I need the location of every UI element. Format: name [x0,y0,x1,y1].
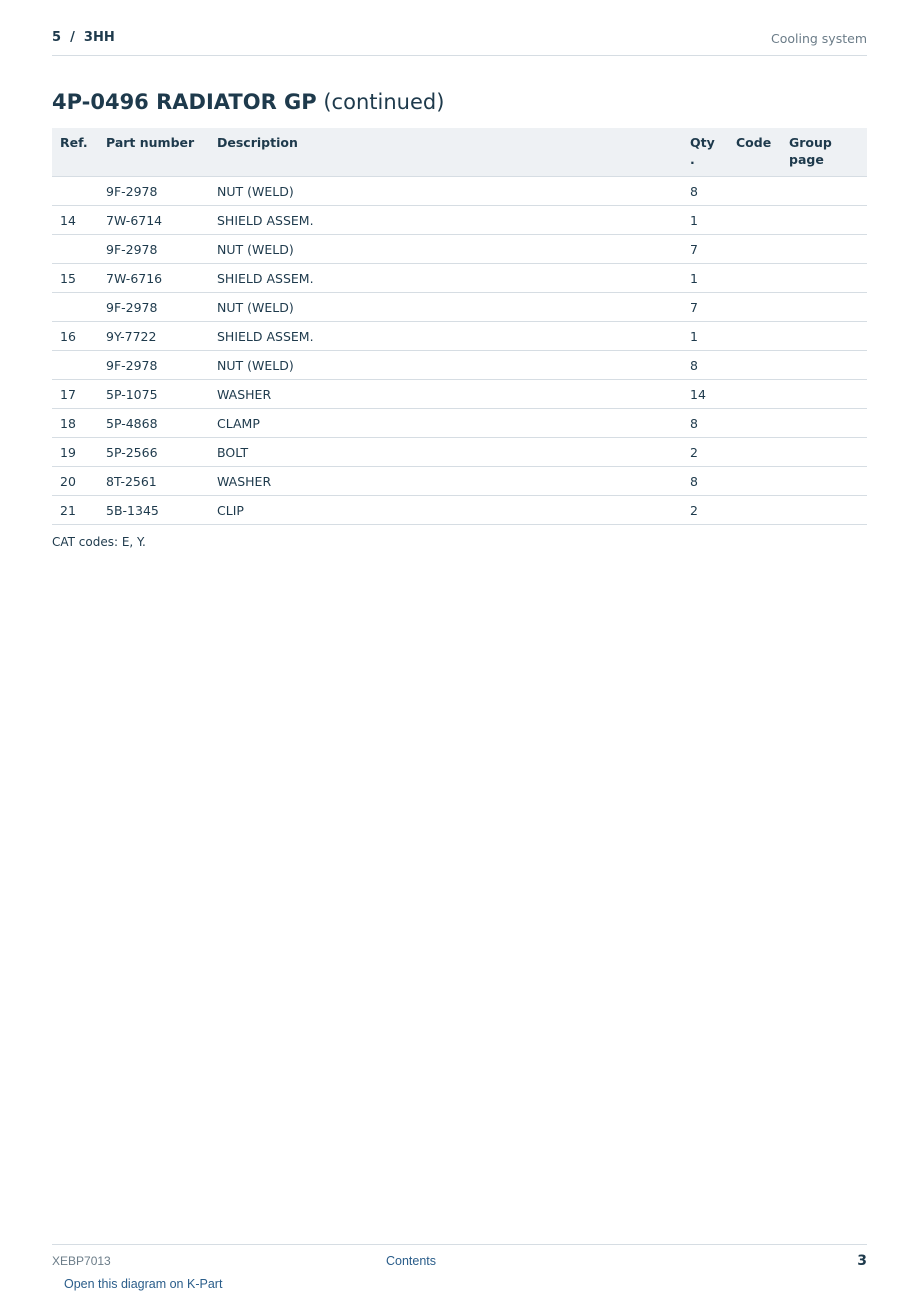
cell-description: CLIP [209,496,682,525]
cat-codes-note: CAT codes: E, Y. [52,535,146,549]
cell-group-page [781,235,867,264]
qty-header-line2: . [690,152,695,167]
cell-qty: 8 [682,177,728,206]
cell-ref: 19 [52,438,98,467]
column-header-group-page [781,128,867,177]
table-row [52,496,867,525]
cell-part-number: 9F-2978 [98,177,209,206]
cell-qty: 1 [682,322,728,351]
cell-group-page [781,264,867,293]
cell-group-page [781,467,867,496]
assembly-part-number: 4P-0496 RADIATOR GP [52,90,317,114]
cell-ref [52,177,98,206]
table-row [52,438,867,467]
table-row [52,409,867,438]
cell-description: SHIELD ASSEM. [209,264,682,293]
cell-part-number: 5P-4868 [98,409,209,438]
cell-description: WASHER [209,467,682,496]
table-row [52,351,867,380]
group-header-line2: page [789,152,824,167]
cell-description: SHIELD ASSEM. [209,206,682,235]
cell-description: NUT (WELD) [209,235,682,264]
cell-part-number: 9F-2978 [98,293,209,322]
cell-ref: 17 [52,380,98,409]
cell-description: SHIELD ASSEM. [209,322,682,351]
open-kpart-link[interactable]: Open this diagram on K-Part [64,1277,223,1291]
cell-code [728,322,781,351]
cell-part-number: 9F-2978 [98,235,209,264]
cell-ref: 18 [52,409,98,438]
cell-part-number: 5P-1075 [98,380,209,409]
cell-qty: 2 [682,438,728,467]
cell-description: NUT (WELD) [209,177,682,206]
cell-part-number: 7W-6716 [98,264,209,293]
cell-ref: 15 [52,264,98,293]
cell-ref: 20 [52,467,98,496]
cell-ref: 21 [52,496,98,525]
cell-part-number: 9Y-7722 [98,322,209,351]
cell-qty: 8 [682,409,728,438]
cell-description: WASHER [209,380,682,409]
cell-part-number: 9F-2978 [98,351,209,380]
cell-ref: 16 [52,322,98,351]
group-header-line1: Group [789,135,832,150]
document-id: XEBP7013 [52,1254,111,1268]
cell-code [728,264,781,293]
cell-group-page [781,293,867,322]
cell-code [728,409,781,438]
contents-link[interactable]: Contents [386,1254,437,1268]
header-row [52,128,867,177]
page-title [52,90,444,114]
column-header-qty [682,128,728,177]
cell-ref [52,235,98,264]
column-header-code: Code [728,128,781,177]
cell-qty: 14 [682,380,728,409]
cell-code [728,177,781,206]
column-header-part-number: Part number [98,128,209,177]
cell-group-page [781,351,867,380]
table-row [52,235,867,264]
cell-qty: 1 [682,264,728,293]
cell-qty: 7 [682,235,728,264]
parts-table-header [52,128,867,177]
cell-group-page [781,380,867,409]
cell-group-page [781,438,867,467]
chapter-title: Cooling system [771,31,867,46]
cell-group-page [781,409,867,438]
table-row [52,206,867,235]
table-row [52,380,867,409]
cell-part-number: 8T-2561 [98,467,209,496]
parts-table-body [52,177,867,525]
cell-ref [52,351,98,380]
table-row [52,177,867,206]
cell-group-page [781,322,867,351]
cell-group-page [781,206,867,235]
cell-group-page [781,496,867,525]
column-header-description: Description [209,128,682,177]
cell-part-number: 5P-2566 [98,438,209,467]
cell-code [728,293,781,322]
cell-description: BOLT [209,438,682,467]
table-row [52,322,867,351]
cell-description: CLAMP [209,409,682,438]
title-suffix: (continued) [316,90,445,114]
cell-part-number: 5B-1345 [98,496,209,525]
cell-code [728,351,781,380]
cell-code [728,380,781,409]
page-header [52,28,867,56]
cell-qty: 2 [682,496,728,525]
cell-description: NUT (WELD) [209,293,682,322]
column-header-ref: Ref. [52,128,98,177]
table-row [52,467,867,496]
cell-ref [52,293,98,322]
cell-qty: 1 [682,206,728,235]
cell-code [728,496,781,525]
cell-part-number: 7W-6714 [98,206,209,235]
cell-description: NUT (WELD) [209,351,682,380]
cell-qty: 8 [682,351,728,380]
cell-code [728,467,781,496]
cell-group-page [781,177,867,206]
cell-ref: 14 [52,206,98,235]
cell-code [728,438,781,467]
cell-qty: 7 [682,293,728,322]
page-footer [52,1244,867,1295]
cell-code [728,206,781,235]
page-number: 3 [857,1253,867,1269]
cell-qty: 8 [682,467,728,496]
table-row [52,264,867,293]
table-row [52,293,867,322]
section-breadcrumb: 5 / 3HH [52,30,115,45]
qty-header-line1: Qty [690,135,715,150]
parts-table [52,128,867,525]
cell-code [728,235,781,264]
